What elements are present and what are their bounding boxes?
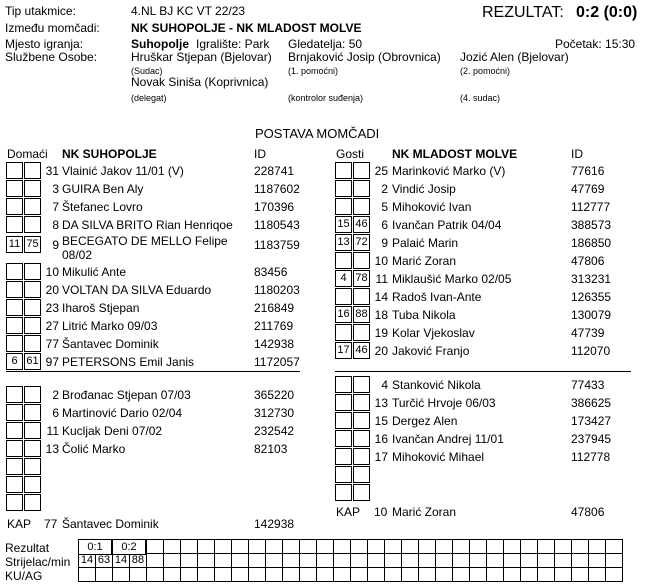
sub-number: 11 <box>46 424 59 438</box>
player-id: 130079 <box>571 308 612 322</box>
score-cell <box>265 567 283 582</box>
minute-box-a: 13 <box>335 234 352 251</box>
official-name: Brnjaković Josip (Obrovnica) <box>288 50 441 64</box>
player-id: 1187602 <box>254 182 300 196</box>
player-number: 2 <box>381 182 388 196</box>
sub-id: 77433 <box>571 378 605 392</box>
score-cell <box>248 553 266 568</box>
away-kap-name: Marić Zoran <box>392 505 457 519</box>
score-cell <box>401 553 419 568</box>
official-role: (Sudac) <box>131 66 163 76</box>
score-cell <box>214 553 232 568</box>
player-number: 3 <box>52 182 59 196</box>
official-name: Novak Siniša (Koprivnica) <box>131 75 269 89</box>
home-kap-num: 77 <box>44 517 58 531</box>
score-row3-label: KU/AG <box>5 569 43 583</box>
score-cell <box>605 539 623 554</box>
sub-name: Turčić Hrvoje 06/03 <box>392 396 496 410</box>
score-cell <box>469 553 487 568</box>
player-number: 19 <box>374 326 388 340</box>
rezultat-label: REZULTAT: <box>482 4 564 21</box>
score-result: 0:1 <box>78 539 112 555</box>
minute-box-a <box>6 317 23 334</box>
score-cell <box>95 567 113 582</box>
score-cell <box>486 539 504 554</box>
minute-box-b <box>24 476 41 493</box>
score-cell <box>435 539 453 554</box>
player-id: 77616 <box>571 164 605 178</box>
home-col-label: Domaći <box>7 147 48 161</box>
score-cell <box>520 553 538 568</box>
score-cell <box>197 553 215 568</box>
sub-name: Ivančan Andrej 11/01 <box>392 432 504 446</box>
player-name: Ivančan Patrik 04/04 <box>392 218 502 232</box>
score-cell <box>571 539 589 554</box>
minute-box-a <box>335 448 352 465</box>
home-kap-label: KAP <box>7 517 32 531</box>
minute-box-a <box>335 162 352 179</box>
player-name: Vlainić Jakov 11/01 (V) <box>62 164 184 178</box>
player-number: 20 <box>45 283 59 297</box>
player-name: Marić Zoran <box>392 254 457 268</box>
match-title: NK SUHOPOLJE - NK MLADOST MOLVE <box>131 21 362 35</box>
sub-name: Brođanac Stjepan 07/03 <box>62 388 191 402</box>
minute-box-a <box>6 458 23 475</box>
score-cell <box>588 567 606 582</box>
sub-number: 6 <box>52 406 59 420</box>
minute-box-a: 15 <box>335 216 352 233</box>
minute-box-b <box>24 494 41 511</box>
minute-box-a <box>335 466 352 483</box>
sub-name: Čolić Marko <box>62 442 126 456</box>
score-cell <box>231 567 249 582</box>
sub-name: Kucljak Deni 07/02 <box>62 424 163 438</box>
player-number: 10 <box>374 254 388 268</box>
home-divider <box>6 371 300 372</box>
score-cell <box>537 553 555 568</box>
player-name: Iharoš Stjepan <box>62 301 140 315</box>
sub-name: Dergez Alen <box>392 414 458 428</box>
sub-number: 17 <box>374 450 388 464</box>
sub-name: Mihoković Mihael <box>392 450 485 464</box>
score-cell <box>180 539 198 554</box>
izmedu-label: Između momčadi: <box>5 21 100 35</box>
player-id: 1172057 <box>254 355 300 369</box>
score-cell <box>231 553 249 568</box>
score-cell <box>146 553 164 568</box>
score-cell <box>248 567 266 582</box>
score-cell <box>588 539 606 554</box>
minute-box-a <box>335 252 352 269</box>
score-cell <box>384 539 402 554</box>
score-cell <box>435 567 453 582</box>
score-cell <box>571 553 589 568</box>
player-name: Šantavec Dominik <box>62 337 159 351</box>
player-id: 47739 <box>571 326 605 340</box>
score-cell <box>418 539 436 554</box>
away-id-label: ID <box>571 147 583 161</box>
player-number: 6 <box>381 218 388 232</box>
sub-number: 2 <box>52 388 59 402</box>
sub-number: 13 <box>374 396 388 410</box>
official-role: (2. pomoćni) <box>460 66 511 76</box>
score-row1-label: Rezultat <box>5 541 50 555</box>
player-id: 112070 <box>571 344 611 358</box>
score-cell <box>316 539 334 554</box>
minute-box-a <box>6 440 23 457</box>
scorer-minute: 88 <box>131 554 145 566</box>
home-id-label: ID <box>254 147 266 161</box>
score-cell <box>435 553 453 568</box>
score-cell <box>401 567 419 582</box>
player-number: 14 <box>374 290 388 304</box>
score-cell <box>367 553 385 568</box>
minute-box-a: 4 <box>335 270 352 287</box>
minute-box-a <box>335 180 352 197</box>
sub-id: 232542 <box>254 424 295 438</box>
sub-name: Stanković Nikola <box>392 378 481 392</box>
score-cell <box>503 539 521 554</box>
score-cell <box>384 567 402 582</box>
sub-number: 16 <box>374 432 388 446</box>
score-cell <box>282 567 300 582</box>
score-cell <box>350 553 368 568</box>
score-cell <box>197 567 215 582</box>
official-role: (4. sudac) <box>460 93 501 103</box>
minute-box-b: 61 <box>24 353 41 370</box>
score-cell <box>333 539 351 554</box>
player-number: 31 <box>45 164 59 178</box>
minute-box-a <box>6 263 23 280</box>
mjesto-value: Suhopolje <box>131 37 189 51</box>
score-cell <box>282 553 300 568</box>
score-cell <box>350 539 368 554</box>
score-cell <box>231 539 249 554</box>
player-id: 47769 <box>571 182 605 196</box>
scorer-minute: 14 <box>114 554 128 566</box>
score-cell <box>265 539 283 554</box>
minute-box-b: 75 <box>24 236 41 253</box>
score-cell <box>605 553 623 568</box>
player-name: Mikulić Ante <box>62 265 127 279</box>
score-cell <box>452 553 470 568</box>
score-cell <box>248 539 266 554</box>
scorer-minute: 14 <box>80 554 94 566</box>
score-cell <box>112 567 130 582</box>
player-number: 77 <box>45 337 59 351</box>
sub-id: 82103 <box>254 442 288 456</box>
player-id: 186850 <box>571 236 612 250</box>
score-cell <box>503 567 521 582</box>
score-cell <box>554 553 572 568</box>
player-number: 8 <box>52 218 59 232</box>
minute-box-a: 17 <box>335 342 352 359</box>
sub-number: 15 <box>374 414 388 428</box>
player-number: 23 <box>45 301 59 315</box>
minute-box-a <box>335 394 352 411</box>
minute-box-a <box>6 281 23 298</box>
score-cell <box>316 553 334 568</box>
score-cell <box>163 553 181 568</box>
score-cell <box>180 567 198 582</box>
mjesto-label: Mjesto igranja: <box>5 37 84 51</box>
player-name: Jaković Franjo <box>392 344 470 358</box>
player-number: 9 <box>52 238 59 252</box>
minute-box-a <box>335 412 352 429</box>
minute-box-a <box>6 494 23 511</box>
player-name: GUIRA Ben Aly <box>62 182 144 196</box>
score-cell <box>418 567 436 582</box>
igraliste: Igralište: Park <box>196 37 270 51</box>
score-cell <box>350 567 368 582</box>
score-cell <box>146 539 164 554</box>
minute-box-a <box>6 198 23 215</box>
player-id: 228741 <box>254 164 295 178</box>
score-cell <box>469 539 487 554</box>
player-name: Miklaušić Marko 02/05 <box>392 272 512 286</box>
score-cell <box>452 539 470 554</box>
score-cell <box>588 553 606 568</box>
minute-box-b: 72 <box>353 234 370 251</box>
score-cell <box>333 567 351 582</box>
player-id: 142938 <box>254 337 295 351</box>
player-name: Mihoković Ivan <box>392 200 472 214</box>
score-cell <box>401 539 419 554</box>
player-name: VOLTAN DA SILVA Eduardo <box>62 283 212 297</box>
minute-box-a: 16 <box>335 306 352 323</box>
sub-id: 237945 <box>571 432 612 446</box>
minute-box-a <box>6 386 23 403</box>
home-kap-name: Šantavec Dominik <box>62 517 159 531</box>
score-cell <box>571 567 589 582</box>
minute-box-a <box>6 180 23 197</box>
score-cell <box>520 539 538 554</box>
player-name: DA SILVA BRITO Rian Henriqoe <box>62 218 233 232</box>
player-name: BECEGATO DE MELLO Felipe 08/02 <box>62 234 228 262</box>
sub-number: 13 <box>45 442 59 456</box>
score-cell <box>486 567 504 582</box>
player-id: 1180203 <box>254 283 300 297</box>
away-divider <box>335 371 631 372</box>
sub-number: 4 <box>381 378 388 392</box>
minute-box-a: 11 <box>6 236 23 253</box>
player-id: 170396 <box>254 200 295 214</box>
player-number: 25 <box>374 164 388 178</box>
player-number: 20 <box>374 344 388 358</box>
minute-box-a <box>335 288 352 305</box>
minute-box-b: 88 <box>353 306 370 323</box>
player-number: 5 <box>381 200 388 214</box>
minute-box-a <box>6 216 23 233</box>
score-cell <box>316 567 334 582</box>
player-name: Marinković Marko (V) <box>392 164 506 178</box>
player-id: 1180543 <box>254 218 300 232</box>
pocetak: Početak: 15:30 <box>555 37 636 51</box>
minute-box-a <box>335 198 352 215</box>
official-name: Jozić Alen (Bjelovar) <box>460 50 569 64</box>
score-cell <box>299 539 317 554</box>
away-kap-id: 47806 <box>571 505 605 519</box>
minute-box-a <box>6 335 23 352</box>
score-cell <box>384 553 402 568</box>
sub-id: 112778 <box>571 450 611 464</box>
score-cell <box>469 567 487 582</box>
player-number: 7 <box>52 200 59 214</box>
minute-box-b <box>353 466 370 483</box>
official-role: (delegat) <box>131 93 167 103</box>
minute-box-b <box>24 458 41 475</box>
minute-box-a <box>6 299 23 316</box>
player-id: 388573 <box>571 218 612 232</box>
score-cell <box>503 553 521 568</box>
score-cell <box>537 567 555 582</box>
player-name: Tuba Nikola <box>392 308 456 322</box>
score-cell <box>214 567 232 582</box>
score-cell <box>299 567 317 582</box>
score-cell <box>367 539 385 554</box>
minute-box-a <box>6 404 23 421</box>
away-kap-label: KAP <box>336 505 361 519</box>
score-cell <box>520 567 538 582</box>
score-cell <box>163 539 181 554</box>
official-role: (1. pomoćni) <box>288 66 339 76</box>
player-name: Štefanec Lovro <box>62 200 143 214</box>
minute-box-a: 6 <box>6 353 23 370</box>
player-id: 1183759 <box>254 238 300 252</box>
minute-box-a <box>6 476 23 493</box>
player-name: Kolar Vjekoslav <box>392 326 475 340</box>
score-cell <box>197 539 215 554</box>
player-name: Palaić Marin <box>392 236 459 250</box>
home-team-name: NK SUHOPOLJE <box>62 147 157 161</box>
player-id: 216849 <box>254 301 295 315</box>
player-name: PETERSONS Emil Janis <box>62 355 195 369</box>
sub-id: 386625 <box>571 396 612 410</box>
minute-box-a <box>335 484 352 501</box>
sub-id: 173427 <box>571 414 612 428</box>
away-kap-num: 10 <box>374 505 388 519</box>
player-id: 211769 <box>254 319 294 333</box>
player-number: 27 <box>45 319 59 333</box>
score-cell <box>605 567 623 582</box>
player-name: Radoš Ivan-Ante <box>392 290 482 304</box>
score-row2-label: Strijelac/min <box>5 555 71 569</box>
player-number: 18 <box>374 308 388 322</box>
away-col-label: Gosti <box>336 147 365 161</box>
score-cell <box>299 553 317 568</box>
minute-box-a <box>335 430 352 447</box>
score-cell <box>146 567 164 582</box>
score-cell <box>282 539 300 554</box>
official-role: (kontrolor suđenja) <box>288 93 364 103</box>
score-cell <box>78 567 96 582</box>
tip-value: 4.NL BJ KC VT 22/23 <box>131 4 246 18</box>
sub-id: 312730 <box>254 406 295 420</box>
player-number: 9 <box>381 236 388 250</box>
score-cell <box>452 567 470 582</box>
sluzbene-label: Službene Osobe: <box>5 50 98 64</box>
player-name: Vindić Josip <box>392 182 456 196</box>
minute-box-a <box>335 324 352 341</box>
score-cell <box>554 567 572 582</box>
minute-box-b: 46 <box>353 216 370 233</box>
score-cell <box>486 553 504 568</box>
rezultat-value: 0:2 (0:0) <box>576 4 638 21</box>
minute-box-a <box>6 162 23 179</box>
gledatelja: Gledatelja: 50 <box>288 37 363 51</box>
score-cell <box>333 553 351 568</box>
minute-box-a <box>6 422 23 439</box>
player-number: 11 <box>375 272 388 286</box>
score-cell <box>418 553 436 568</box>
score-cell <box>265 553 283 568</box>
score-cell <box>554 539 572 554</box>
sub-id: 365220 <box>254 388 295 402</box>
scorer-minute: 63 <box>97 554 111 566</box>
away-team-name: NK MLADOST MOLVE <box>392 147 518 161</box>
score-result: 0:2 <box>112 539 146 555</box>
score-cell <box>180 553 198 568</box>
player-number: 10 <box>45 265 59 279</box>
postava-title: POSTAVA MOMČADI <box>255 126 380 141</box>
minute-box-b <box>353 484 370 501</box>
minute-box-b: 46 <box>353 342 370 359</box>
home-kap-id: 142938 <box>254 517 295 531</box>
player-id: 83456 <box>254 265 288 279</box>
player-id: 313231 <box>571 272 612 286</box>
official-name: Hruškar Stjepan (Bjelovar) <box>131 50 272 64</box>
minute-box-b: 78 <box>353 270 370 287</box>
score-cell <box>367 567 385 582</box>
score-cell <box>214 539 232 554</box>
sub-name: Martinović Dario 02/04 <box>62 406 183 420</box>
player-id: 112777 <box>571 200 611 214</box>
player-number: 97 <box>45 355 59 369</box>
player-name: Litrić Marko 09/03 <box>62 319 158 333</box>
score-cell <box>129 567 147 582</box>
player-id: 47806 <box>571 254 605 268</box>
player-id: 126355 <box>571 290 612 304</box>
score-cell <box>163 567 181 582</box>
score-cell <box>537 539 555 554</box>
tip-label: Tip utakmice: <box>5 4 76 18</box>
minute-box-a <box>335 376 352 393</box>
